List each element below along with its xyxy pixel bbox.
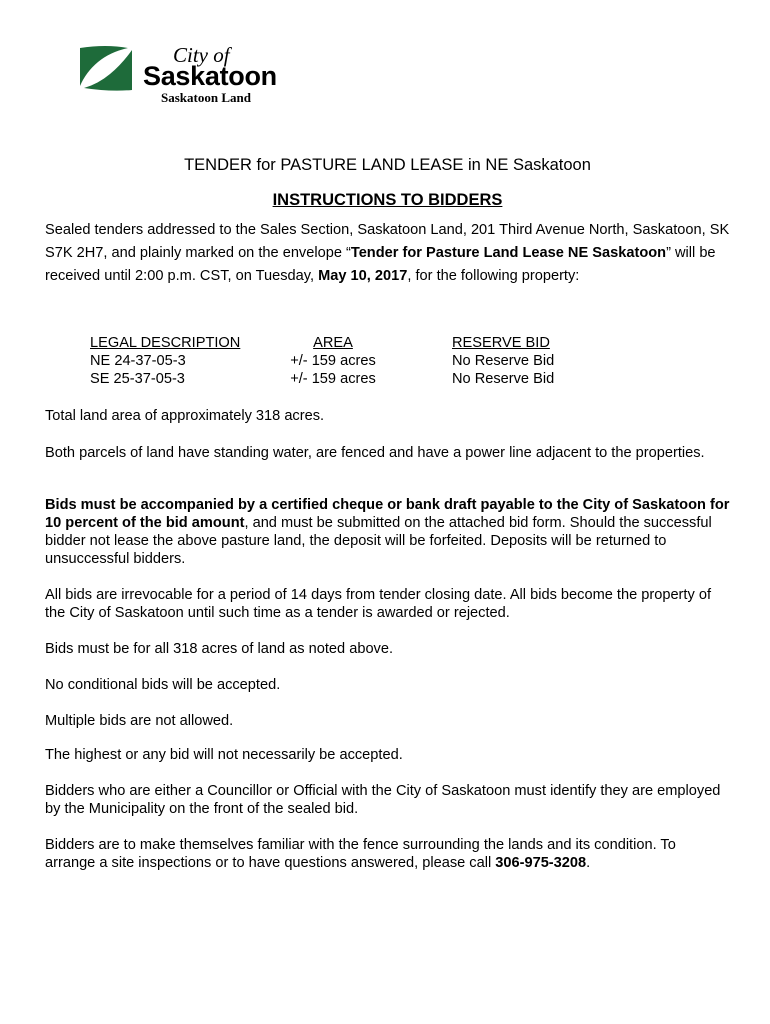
table-cell-reserve: No Reserve Bid <box>452 353 555 369</box>
legal-description-column <box>90 334 240 388</box>
standing-water-paragraph: Both parcels of land have standing water, are fenced and have a power line adjacent to the properties. <box>45 445 705 461</box>
reserve-bid-column <box>452 334 554 388</box>
saskatoon-logo-mark-icon <box>76 44 136 94</box>
table-cell-reserve: No Reserve Bid <box>452 371 555 387</box>
area-header: AREA <box>313 335 353 351</box>
intro-text-3: , for the following property: <box>407 268 580 284</box>
deposit-paragraph <box>45 496 730 568</box>
instructions-heading: INSTRUCTIONS TO BIDDERS <box>272 191 503 209</box>
city-of-saskatoon-logo <box>76 44 276 110</box>
multiple-bids-paragraph: Multiple bids are not allowed. <box>45 713 234 729</box>
all-acres-paragraph: Bids must be for all 318 acres of land as noted above. <box>45 641 394 657</box>
deposit-bold-text: Bids must be accompanied by a certified cheque or bank draft payable to the City of Saskatoon for 10 percent of the bid amount <box>45 497 730 531</box>
intro-text-2: ” will be received until 2:00 p.m. CST, on Tuesday, <box>45 245 716 284</box>
area-column <box>287 334 379 388</box>
intro-bold-envelope-label: Tender for Pasture Land Lease NE Saskatoon <box>350 245 667 261</box>
table-cell-area: +/- 159 acres <box>290 353 376 369</box>
logo-name-text: Saskatoon <box>143 61 277 91</box>
intro-text-1: Sealed tenders addressed to the Sales Section, Saskatoon Land, 201 Third Avenue North, Saskatoon, SK S7K 2H7, and plainly marked on the envelope “ <box>45 222 730 261</box>
reserve-bid-header: RESERVE BID <box>452 335 550 351</box>
table-cell-legal: SE 25-37-05-3 <box>90 371 185 387</box>
tender-title: TENDER for PASTURE LAND LEASE in NE Saskatoon <box>184 156 591 174</box>
total-area-paragraph: Total land area of approximately 318 acres. <box>45 408 325 424</box>
intro-bold-date: May 10, 2017 <box>318 268 408 284</box>
table-cell-legal: NE 24-37-05-3 <box>90 353 186 369</box>
table-cell-area: +/- 159 acres <box>290 371 376 387</box>
fence-text-end: . <box>586 855 591 871</box>
no-conditional-paragraph: No conditional bids will be accepted. <box>45 677 281 693</box>
deposit-rest-text: , and must be submitted on the attached bid form. Should the successful bidder not lease the above pasture land, the deposit will be forfeited. Deposits will be returned to unsuccessful bidders. <box>45 515 712 567</box>
intro-paragraph <box>45 219 730 288</box>
phone-number: 306-975-3208 <box>495 855 587 871</box>
irrevocable-paragraph: All bids are irrevocable for a period of 14 days from tender closing date. All bids become the property of the City of Saskatoon until such time as a tender is awarded or rejected. <box>45 587 711 621</box>
logo-city-text: City of <box>173 43 230 67</box>
legal-description-header: LEGAL DESCRIPTION <box>90 335 241 351</box>
councillor-paragraph: Bidders who are either a Councillor or Official with the City of Saskatoon must identify they are employed by the Municipality on the front of the sealed bid. <box>45 783 721 817</box>
fence-text: Bidders are to make themselves familiar with the fence surrounding the lands and its condition. To arrange a site inspections or to have questions answered, please call <box>45 837 676 871</box>
fence-inspection-paragraph <box>45 836 730 872</box>
highest-bid-paragraph: The highest or any bid will not necessarily be accepted. <box>45 747 403 763</box>
logo-subtitle-text: Saskatoon Land <box>161 90 251 105</box>
